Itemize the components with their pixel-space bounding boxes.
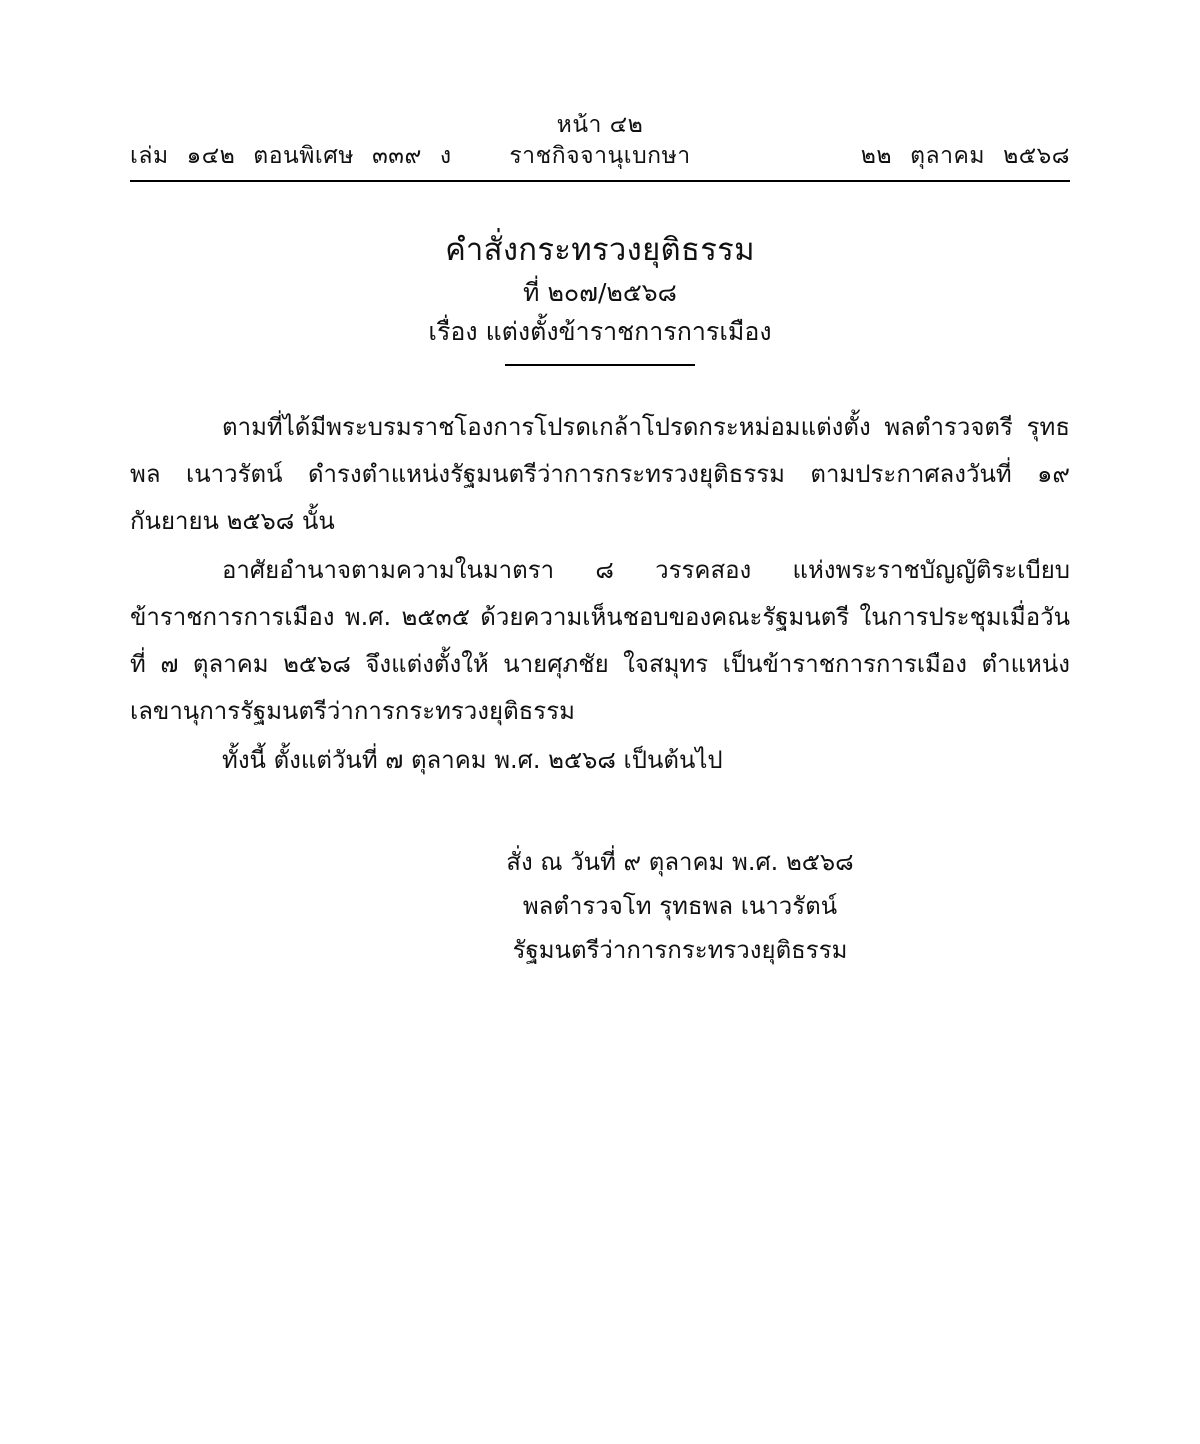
body-paragraph-3: ทั้งนี้ ตั้งแต่วันที่ ๗ ตุลาคม พ.ศ. ๒๕๖๘ เป็นต้นไป: [222, 746, 723, 774]
header-day: ๒๒: [860, 143, 893, 169]
volume-label: เล่ม: [130, 143, 169, 169]
volume-value: ๑๔๒: [186, 143, 236, 169]
body-paragraph-2: อาศัยอำนาจตามความในมาตรา ๘ วรรคสอง แห่งพระราชบัญญัติระเบียบข้าราชการการเมือง พ.ศ. ๒๕๓๕ ด้วยความเห็นชอบของคณะรัฐมนตรี ในการประชุมเมื่อวันที่ ๗ ตุลาคม ๒๕๖๘ จึงแต่งตั้งให้ นายศุภชัย ใจสมุทร เป็นข้าราชการการเมือง ตำแหน่ง เลขานุการรัฐมนตรีว่าการกระทรวงยุติธรรม: [130, 556, 1070, 725]
section-value: ๓๓๙: [372, 143, 422, 169]
header-year: ๒๕๖๘: [1003, 143, 1070, 169]
gazette-header: [130, 110, 1070, 198]
header-divider: [130, 180, 1070, 182]
signature-date: สั่ง ณ วันที่ ๙ ตุลาคม พ.ศ. ๒๕๖๘: [506, 848, 854, 876]
signer-name: พลตำรวจโท รุทธพล เนาวรัตน์: [522, 892, 838, 920]
title-block: [130, 228, 1070, 366]
document-title: คำสั่งกระทรวงยุติธรรม: [445, 232, 755, 268]
title-divider: [505, 364, 695, 366]
header-right: [843, 140, 1070, 172]
header-month: ตุลาคม: [910, 143, 986, 169]
document-body: [130, 404, 1070, 784]
page-number: หน้า ๔๒: [556, 112, 644, 138]
document-content: [130, 110, 1070, 972]
header-row: [130, 140, 1070, 178]
section-suffix: ง: [439, 143, 452, 169]
header-left: [130, 140, 470, 172]
signature-block: [130, 840, 1070, 972]
gazette-name: ราชกิจจานุเบกษา: [509, 143, 691, 169]
body-paragraph-1: ตามที่ได้มีพระบรมราชโองการโปรดเกล้าโปรดกระหม่อมแต่งตั้ง พลตำรวจตรี รุทธพล เนาวรัตน์ ดำรงตำแหน่งรัฐมนตรีว่าการกระทรวงยุติธรรม ตามประกาศลงวันที่ ๑๙ กันยายน ๒๕๖๘ นั้น: [130, 413, 1070, 535]
signer-title: รัฐมนตรีว่าการกระทรวงยุติธรรม: [512, 936, 848, 964]
document-number: ที่ ๒๐๗/๒๕๖๘: [523, 278, 677, 307]
section-label: ตอนพิเศษ: [253, 143, 355, 169]
document-subject: เรื่อง แต่งตั้งข้าราชการการเมือง: [428, 317, 772, 346]
